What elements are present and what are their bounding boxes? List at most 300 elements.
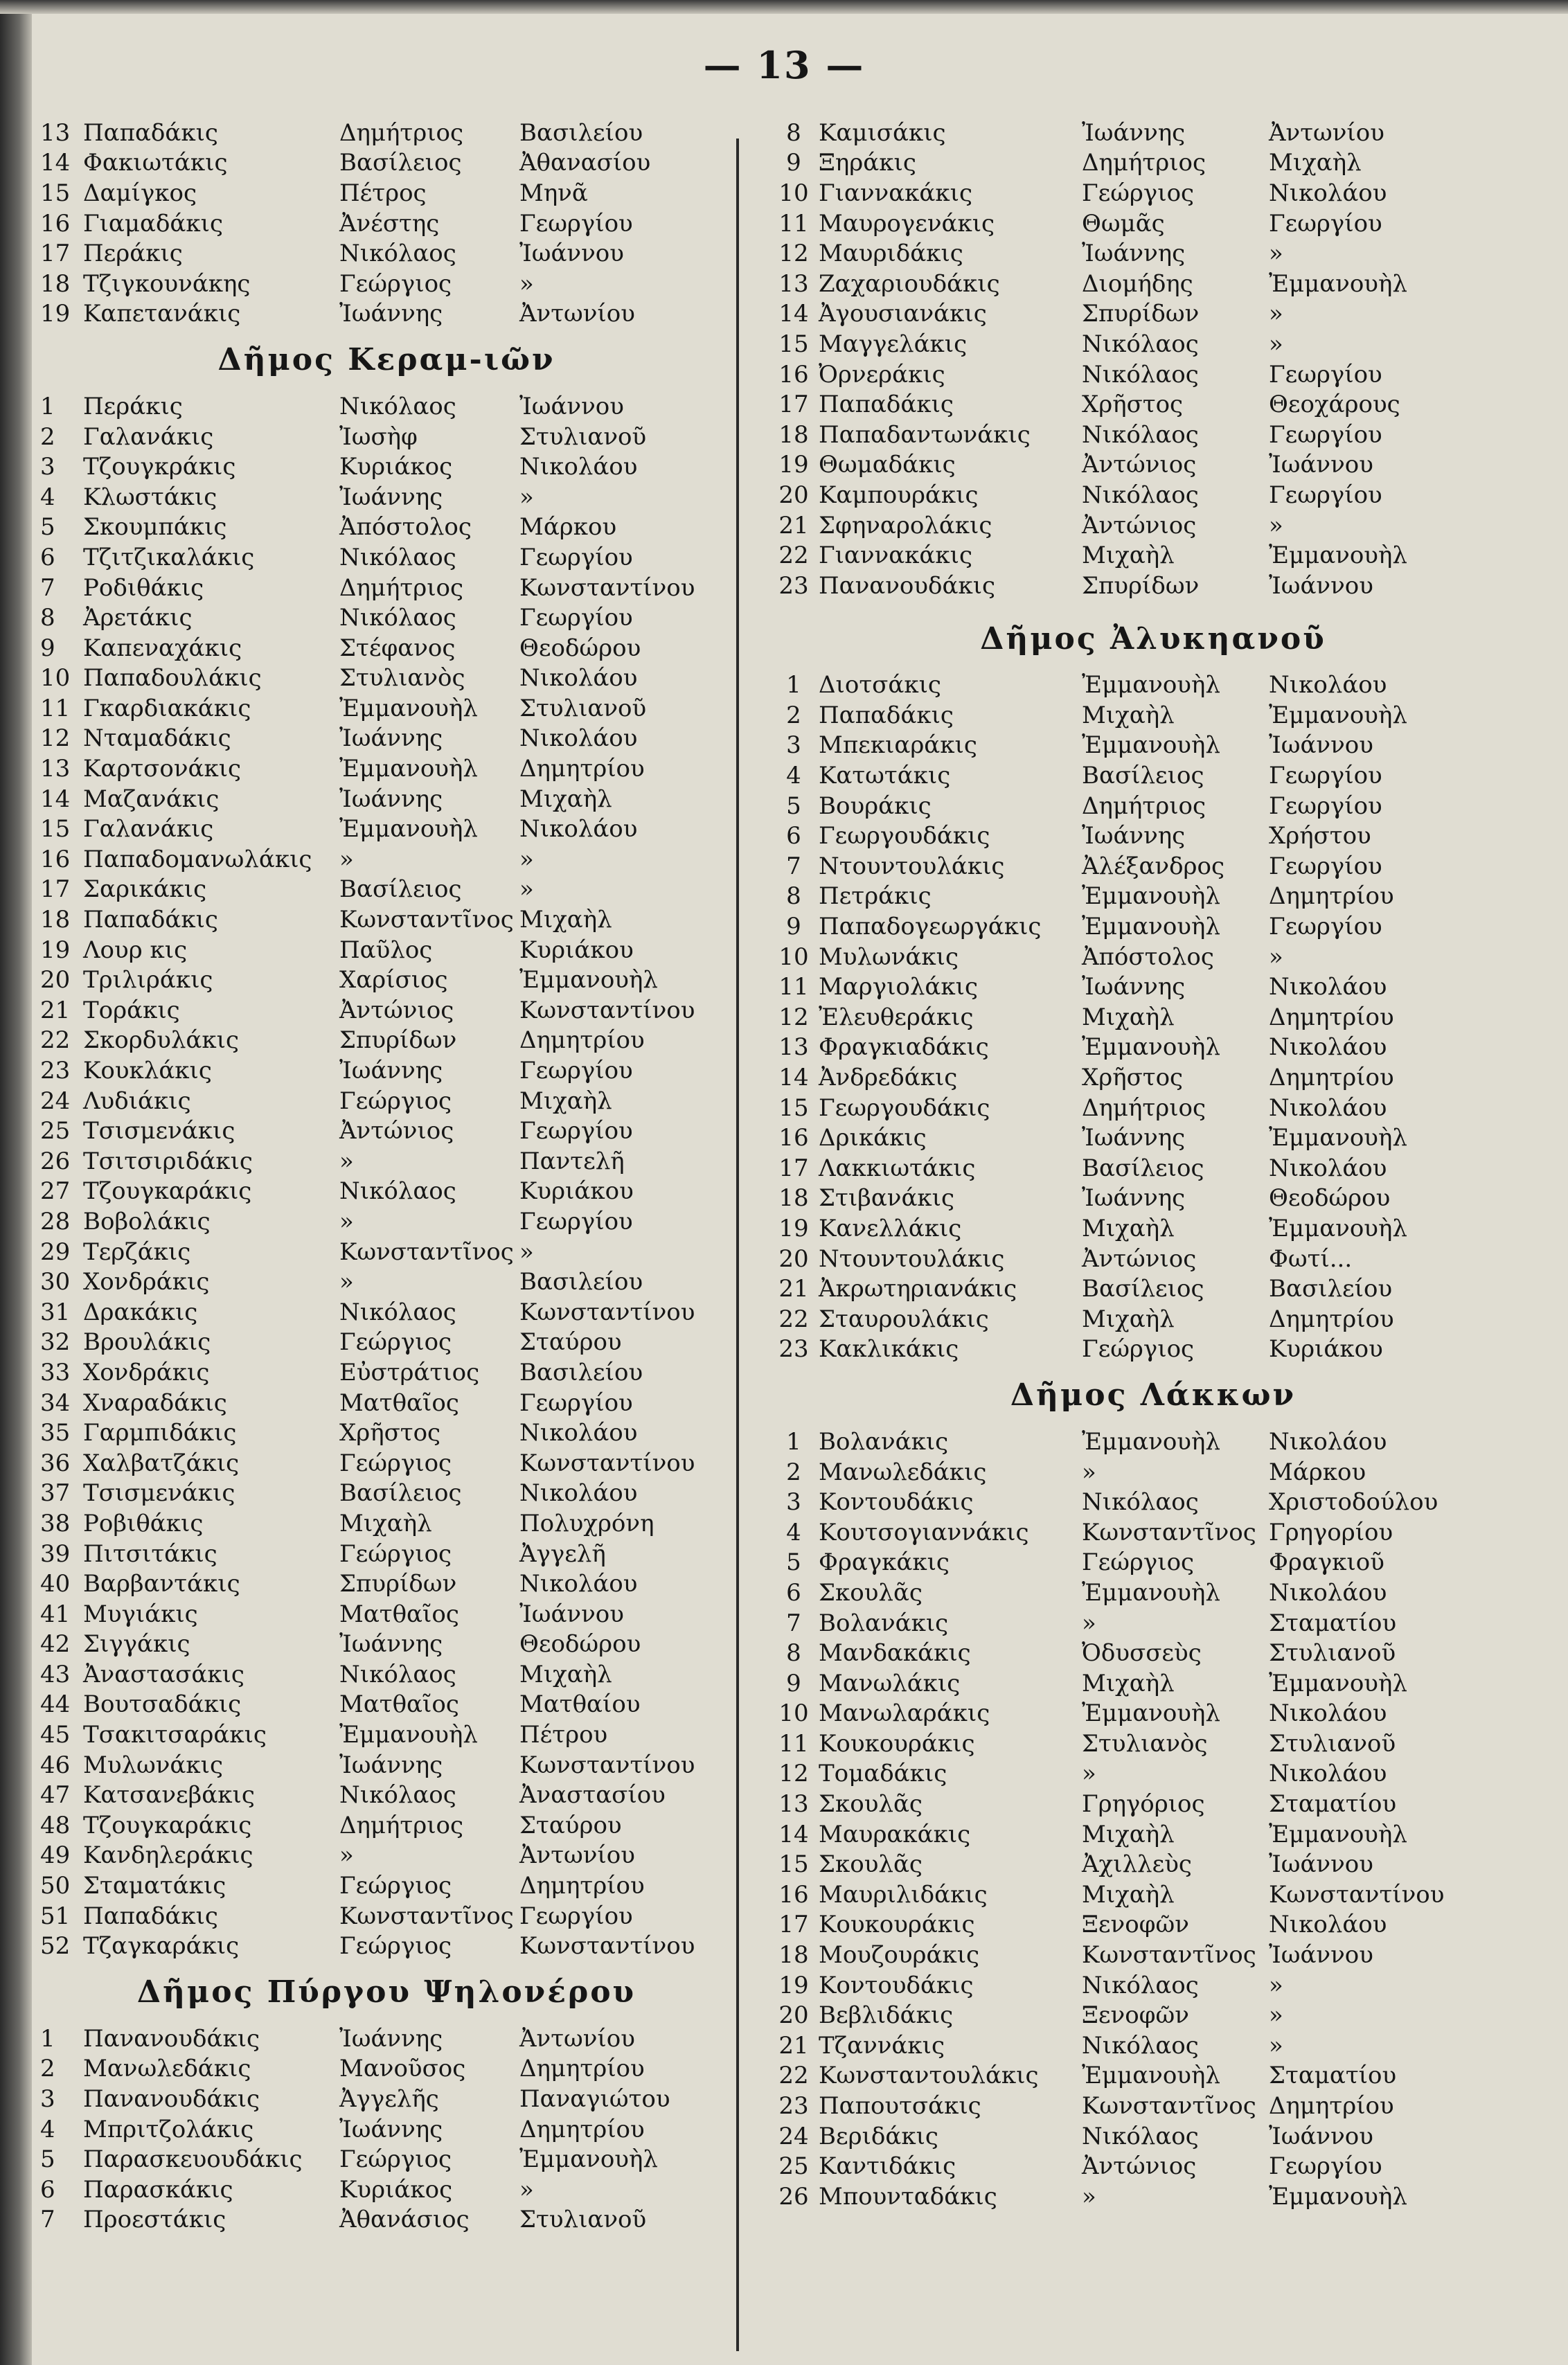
father-name: » <box>1269 2001 1283 2030</box>
list-row <box>769 208 1538 239</box>
father-name: Ἰωάννου <box>1269 2122 1373 2150</box>
surname: Τσακιτσαράκις <box>83 1721 267 1749</box>
entry-number: 10 <box>40 664 71 693</box>
entry-number: 23 <box>778 1335 809 1364</box>
entry-number: 17 <box>778 1911 809 1939</box>
father-name: » <box>519 269 534 298</box>
surname: Βολανάκις <box>819 1427 949 1456</box>
entry-number: 6 <box>786 1578 801 1607</box>
surname: Γιαμαδάκις <box>83 209 223 238</box>
surname: Γεωργουδάκις <box>819 822 990 850</box>
list-row <box>40 844 733 875</box>
surname: Χναραδάκις <box>83 1389 227 1417</box>
list-row <box>40 1931 733 1961</box>
entry-number: 16 <box>778 1880 809 1909</box>
list-row <box>769 670 1538 701</box>
entry-number: 5 <box>786 1549 801 1577</box>
father-name: Δημητρίου <box>519 2055 645 2083</box>
entry-number: 19 <box>778 451 809 479</box>
surname: Κατσανεβάκις <box>83 1781 255 1810</box>
entry-number: 26 <box>778 2182 809 2211</box>
first-name: Ἀλέξανδρος <box>1082 852 1225 880</box>
list-row <box>769 1093 1538 1123</box>
surname: Μανωλεδάκις <box>83 2055 251 2083</box>
surname: Παπαδάκις <box>819 391 954 419</box>
section-heading-pyrgos: Δῆμος Πύργου Ψηλονέρου <box>136 1974 636 2010</box>
list-row <box>40 1328 733 1358</box>
first-name: Ἰωσὴφ <box>339 422 418 451</box>
entry-number: 8 <box>786 882 801 911</box>
first-name: Εὐστράτιος <box>339 1358 480 1386</box>
list-row <box>40 1055 733 1086</box>
surname: Ἀρετάκις <box>83 604 193 632</box>
first-name: Νικόλαος <box>1082 1488 1199 1517</box>
surname: Τριλιράκις <box>83 966 213 994</box>
entry-number: 14 <box>40 785 71 813</box>
entry-number: 2 <box>786 1458 801 1486</box>
surname: Φραγκιαδάκις <box>819 1033 989 1062</box>
father-name: Νικολάου <box>1269 1033 1387 1062</box>
first-name: Ἀνέστης <box>339 209 440 238</box>
surname: Παπαδουλάκις <box>83 664 262 693</box>
surname: Μυλωνάκις <box>83 1751 224 1779</box>
surname: Καπετανάκις <box>83 300 241 328</box>
entry-number: 19 <box>778 1214 809 1242</box>
father-name: Ἰωάννου <box>519 392 624 420</box>
father-name: Ἀθανασίου <box>519 149 651 177</box>
list-row <box>40 482 733 512</box>
list-row <box>40 208 733 239</box>
father-name: Ἐμμανουὴλ <box>1269 542 1407 570</box>
list-row <box>769 1184 1538 1214</box>
father-name: Δημητρίου <box>519 2115 645 2143</box>
list-row <box>769 420 1538 450</box>
surname: Βοβολάκις <box>83 1207 211 1235</box>
first-name: Διομήδης <box>1082 269 1193 298</box>
father-name: Γεωργίου <box>1269 913 1382 941</box>
entry-number: 13 <box>778 1790 809 1819</box>
first-name: Ἐμμανουὴλ <box>1082 913 1220 941</box>
father-name: Ἀντωνίου <box>519 300 635 328</box>
father-name: Κυριάκου <box>519 936 634 964</box>
list-row <box>40 1871 733 1901</box>
entry-number: 1 <box>786 1427 801 1456</box>
surname: Μπεκιαράκις <box>819 731 977 760</box>
father-name: Παναγιώτου <box>519 2085 670 2114</box>
first-name: Νικόλαος <box>1082 360 1199 389</box>
first-name: Ἰωάννης <box>339 1630 443 1659</box>
father-name: Γεωργίου <box>519 1057 633 1085</box>
first-name: Ἐμμανουὴλ <box>1082 731 1220 760</box>
first-name: Στυλιανὸς <box>339 664 465 693</box>
entry-number: 50 <box>40 1872 71 1900</box>
father-name: Νικολάου <box>519 815 638 844</box>
father-name: » <box>519 875 534 904</box>
surname: Γαλανάκις <box>83 815 214 844</box>
entry-number: 18 <box>40 906 71 934</box>
first-name: Ἐμμανουὴλ <box>339 1721 478 1749</box>
list-row <box>40 1026 733 1056</box>
surname: Ροδιθάκις <box>83 573 204 602</box>
father-name: » <box>1269 240 1283 268</box>
father-name: Χρήστου <box>1269 822 1371 850</box>
surname: Θωμαδάκις <box>819 451 956 479</box>
first-name: Γρηγόριος <box>1082 1790 1205 1819</box>
list-row <box>40 178 733 208</box>
list-row <box>769 972 1538 1002</box>
surname: Κουκλάκις <box>83 1057 212 1085</box>
first-name: Ἰωάννης <box>1082 118 1186 147</box>
list-row <box>769 1608 1538 1639</box>
list-row <box>769 1244 1538 1274</box>
surname: Φραγκάκις <box>819 1549 950 1577</box>
entry-number: 11 <box>778 973 809 1001</box>
father-name: Βασιλείου <box>519 1358 643 1386</box>
father-name: Δημητρίου <box>1269 2092 1394 2121</box>
list-row <box>769 1578 1538 1608</box>
father-name: Κωνσταντίνου <box>519 1449 695 1477</box>
entry-number: 19 <box>778 1971 809 1999</box>
list-row <box>40 724 733 754</box>
top-edge-shadow <box>0 0 1568 14</box>
surname: Μαυρακάκις <box>819 1820 971 1848</box>
entry-number: 5 <box>40 513 55 542</box>
father-name: Ἐμμανουὴλ <box>1269 2182 1407 2211</box>
list-row <box>769 1789 1538 1819</box>
first-name: Νικόλαος <box>339 1177 456 1206</box>
surname: Μαζανάκις <box>83 785 220 813</box>
father-name: Γεωργίου <box>519 1117 633 1145</box>
father-name: Νικολάου <box>519 1570 638 1598</box>
father-name: » <box>1269 511 1283 539</box>
father-name: Μιχαὴλ <box>519 1660 612 1688</box>
entry-number: 14 <box>778 1064 809 1092</box>
list-row <box>40 693 733 724</box>
first-name: Ἐμμανουὴλ <box>1082 1033 1220 1062</box>
father-name: Ἀγγελῆ <box>519 1540 606 1568</box>
entry-number: 1 <box>786 671 801 699</box>
father-name: Ἐμμανουὴλ <box>1269 1820 1407 1848</box>
list-row <box>769 1880 1538 1910</box>
father-name: » <box>1269 2031 1283 2060</box>
list-row <box>40 542 733 573</box>
father-name: Γεωργίου <box>1269 852 1382 880</box>
entry-number: 17 <box>40 240 71 268</box>
entry-number: 16 <box>40 845 71 873</box>
father-name: Θεοδώρου <box>519 1630 641 1659</box>
father-name: Ἰωάννου <box>519 1600 624 1628</box>
list-row <box>40 1479 733 1509</box>
surname: Σκουλᾶς <box>819 1578 923 1607</box>
entry-number: 17 <box>778 391 809 419</box>
first-name: Ἀντώνιος <box>1082 1244 1197 1273</box>
first-name: Δημήτριος <box>339 118 464 147</box>
first-name: Ἐμμανουὴλ <box>1082 1578 1220 1607</box>
surname: Λουρ κις <box>83 936 188 964</box>
first-name: Ἰωάννης <box>1082 1184 1186 1213</box>
list-row <box>40 904 733 935</box>
surname: Γιαννακάκις <box>819 179 973 207</box>
father-name: Ἐμμανουὴλ <box>519 2145 658 2174</box>
first-name: Ἀντώνιος <box>1082 451 1197 479</box>
page-number: — 13 — <box>703 43 865 87</box>
first-name: Ἐμμανουὴλ <box>1082 2062 1220 2090</box>
entry-number: 51 <box>40 1902 71 1930</box>
entry-number: 8 <box>786 1639 801 1668</box>
surname: Πετράκις <box>819 882 932 911</box>
father-name: Θεοδώρου <box>1269 1184 1391 1213</box>
surname: Μαγγελάκις <box>819 330 968 358</box>
list-row <box>769 1213 1538 1244</box>
entry-number: 14 <box>778 300 809 328</box>
entry-number: 29 <box>40 1238 71 1266</box>
first-name: Ἀπόστολος <box>1082 943 1214 971</box>
father-name: Ἰωάννου <box>1269 1941 1373 1970</box>
entry-number: 36 <box>40 1449 71 1477</box>
list-row <box>40 422 733 452</box>
surname: Γεωργουδάκις <box>819 1094 990 1122</box>
first-name: Βασίλειος <box>1082 762 1204 790</box>
surname: Μαυριδάκις <box>819 240 963 268</box>
entry-number: 15 <box>40 815 71 844</box>
entry-number: 22 <box>778 542 809 570</box>
surname: Κανελλάκις <box>819 1214 962 1242</box>
surname: Ντουντουλάκις <box>819 852 1005 880</box>
father-name: Ἰωάννου <box>1269 1850 1373 1879</box>
father-name: » <box>519 2175 534 2204</box>
first-name: Ματθαῖος <box>339 1600 459 1628</box>
list-row <box>40 1177 733 1207</box>
surname: Κοντουδάκις <box>819 1971 974 1999</box>
list-row <box>40 1508 733 1539</box>
list-row <box>40 2054 733 2085</box>
entry-number: 22 <box>778 2062 809 2090</box>
surname: Βολανάκις <box>819 1609 949 1637</box>
list-row <box>40 1539 733 1569</box>
entry-number: 15 <box>778 1850 809 1879</box>
father-name: » <box>1269 330 1283 358</box>
father-name: Μιχαὴλ <box>519 1087 612 1115</box>
entry-number: 23 <box>778 2092 809 2121</box>
father-name: Σταματίου <box>1269 1609 1397 1637</box>
list-row <box>40 2144 733 2175</box>
list-row <box>769 238 1538 269</box>
first-name: Γεώργιος <box>339 269 452 298</box>
entry-number: 26 <box>40 1147 71 1175</box>
first-name: Δημήτριος <box>1082 792 1206 820</box>
list-row <box>40 1599 733 1630</box>
list-row <box>769 1729 1538 1759</box>
surname: Καμισάκις <box>819 118 946 147</box>
surname: Βουράκις <box>819 792 932 820</box>
entry-number: 19 <box>40 936 71 964</box>
first-name: Ἰωάννης <box>1082 240 1186 268</box>
father-name: Γεωργίου <box>519 543 633 571</box>
entry-number: 9 <box>786 1669 801 1697</box>
entry-number: 19 <box>40 300 71 328</box>
father-name: Μιχαὴλ <box>519 785 612 813</box>
list-row <box>769 942 1538 972</box>
entry-number: 40 <box>40 1570 71 1598</box>
first-name: Σπυρίδων <box>1082 571 1200 600</box>
first-name: Γεώργιος <box>1082 1549 1195 1577</box>
list-row <box>40 299 733 330</box>
first-name: Πέτρος <box>339 179 427 207</box>
surname: Παπαδάκις <box>83 906 218 934</box>
entry-number: 12 <box>778 1003 809 1031</box>
list-row <box>40 269 733 299</box>
father-name: Ἐμμανουὴλ <box>1269 701 1407 729</box>
list-row <box>40 2175 733 2205</box>
father-name: Νικολάου <box>1269 179 1387 207</box>
first-name: Ἰωάννης <box>339 785 443 813</box>
surname: Στιβανάκις <box>819 1184 955 1213</box>
first-name: Στέφανος <box>339 634 456 662</box>
list-row <box>40 753 733 784</box>
list-row <box>40 1690 733 1720</box>
first-name: Κωνσταντῖνος <box>339 906 514 934</box>
father-name: Νικολάου <box>519 724 638 753</box>
surname: Μουζουράκις <box>819 1941 980 1970</box>
entry-number: 21 <box>778 2031 809 2060</box>
list-row <box>40 512 733 543</box>
first-name: » <box>1082 1458 1096 1486</box>
surname: Τζουγκαράκις <box>83 1177 252 1206</box>
father-name: » <box>1269 943 1283 971</box>
list-row <box>40 1448 733 1479</box>
surname: Χονδράκις <box>83 1268 210 1296</box>
surname: Καρτσονάκις <box>83 755 242 783</box>
entry-number: 24 <box>40 1087 71 1115</box>
list-row <box>769 821 1538 851</box>
first-name: Ἐμμανουὴλ <box>1082 671 1220 699</box>
first-name: Δημήτριος <box>1082 1094 1206 1122</box>
entry-number: 10 <box>778 943 809 971</box>
father-name: Γεωργίου <box>1269 762 1382 790</box>
list-row <box>769 359 1538 390</box>
surname: Καντιδάκις <box>819 2152 956 2181</box>
surname: Σταματάκις <box>83 1872 226 1900</box>
first-name: Ἰωάννης <box>339 724 443 753</box>
surname: Διοτσάκις <box>819 671 941 699</box>
entry-number: 7 <box>786 852 801 880</box>
entry-number: 4 <box>40 2115 55 2143</box>
surname: Κουκουράκις <box>819 1911 975 1939</box>
surname: Κουτσογιαννάκις <box>819 1518 1029 1546</box>
list-row <box>40 603 733 633</box>
father-name: Νικολάου <box>1269 1760 1387 1788</box>
father-name: Ἰωάννου <box>1269 731 1373 760</box>
first-name: Σπυρίδων <box>339 1570 457 1598</box>
entry-number: 13 <box>778 269 809 298</box>
first-name: Ἀπόστολος <box>339 513 472 542</box>
father-name: Σταύρου <box>519 1328 622 1357</box>
entry-number: 24 <box>778 2122 809 2150</box>
list-row <box>769 1517 1538 1548</box>
entry-number: 22 <box>40 1026 71 1055</box>
entry-number: 12 <box>778 1760 809 1788</box>
surname: Γκαρδιακάκις <box>83 694 251 722</box>
list-row <box>40 1086 733 1116</box>
father-name: Σταύρου <box>519 1811 622 1839</box>
list-row <box>769 1849 1538 1880</box>
surname: Σφηναρολάκις <box>819 511 992 539</box>
entry-number: 15 <box>40 179 71 207</box>
first-name: Κυριάκος <box>339 2175 453 2204</box>
first-name: Νικόλαος <box>1082 2122 1199 2150</box>
father-name: Γρηγορίου <box>1269 1518 1393 1546</box>
entry-number: 18 <box>40 269 71 298</box>
surname: Παρασκευουδάκις <box>83 2145 303 2174</box>
list-row <box>769 510 1538 541</box>
first-name: Ματθαῖος <box>339 1389 459 1417</box>
surname: Κοντουδάκις <box>819 1488 974 1517</box>
surname: Τερζάκις <box>83 1238 191 1266</box>
father-name: Ἐμμανουὴλ <box>1269 1124 1407 1152</box>
entry-number: 31 <box>40 1298 71 1326</box>
surname: Τομαδάκις <box>819 1760 947 1788</box>
surname: Πανανουδάκις <box>83 2085 260 2114</box>
father-name: Δημητρίου <box>1269 1305 1394 1333</box>
father-name: Ἐμμανουὴλ <box>1269 1669 1407 1697</box>
father-name: Ἀντωνίου <box>1269 118 1384 147</box>
surname: Χαλβατζάκις <box>83 1449 240 1477</box>
surname: Δρακάκις <box>83 1298 198 1326</box>
entry-number: 10 <box>778 179 809 207</box>
list-row <box>769 540 1538 571</box>
first-name: Ἰωάννης <box>1082 973 1186 1001</box>
surname: Παπαδαντωνάκις <box>819 420 1031 449</box>
list-row <box>40 1267 733 1297</box>
entry-number: 20 <box>40 966 71 994</box>
father-name: Ἰωάννου <box>1269 451 1373 479</box>
father-name: Σταματίου <box>1269 1790 1397 1819</box>
first-name: Γεώργιος <box>339 2145 452 2174</box>
first-name: Νικόλαος <box>339 392 456 420</box>
first-name: Βασίλειος <box>1082 1275 1204 1303</box>
list-row <box>769 148 1538 179</box>
father-name: Θεοχάρους <box>1269 391 1400 419</box>
first-name: Ξενοφῶν <box>1082 2001 1189 2030</box>
entry-number: 20 <box>778 481 809 509</box>
father-name: Γεωργίου <box>519 1902 633 1930</box>
list-row <box>769 2151 1538 2181</box>
entry-number: 9 <box>40 634 55 662</box>
entry-number: 6 <box>786 822 801 850</box>
surname: Παπαδάκις <box>83 1902 218 1930</box>
entry-number: 7 <box>40 2206 55 2234</box>
surname: Βρουλάκις <box>83 1328 211 1357</box>
entry-number: 16 <box>40 209 71 238</box>
surname: Προεστάκις <box>83 2206 226 2234</box>
first-name: Μιχαὴλ <box>1082 1669 1175 1697</box>
entry-number: 4 <box>40 483 55 511</box>
list-row <box>769 571 1538 601</box>
list-row <box>769 1970 1538 2001</box>
surname: Κουκουράκις <box>819 1729 975 1758</box>
list-row <box>40 2084 733 2114</box>
first-name: Νικόλαος <box>339 240 456 268</box>
surname: Σιγγάκις <box>83 1630 190 1659</box>
list-row <box>40 1810 733 1841</box>
top-list <box>769 118 1538 601</box>
surname: Σκουμπάκις <box>83 513 227 542</box>
father-name: Νικολάου <box>1269 1911 1387 1939</box>
surname: Σκουλᾶς <box>819 1790 923 1819</box>
list-row <box>40 1780 733 1810</box>
surname: Ἀγουσιανάκις <box>819 300 987 328</box>
father-name: Γεωργίου <box>1269 209 1382 238</box>
